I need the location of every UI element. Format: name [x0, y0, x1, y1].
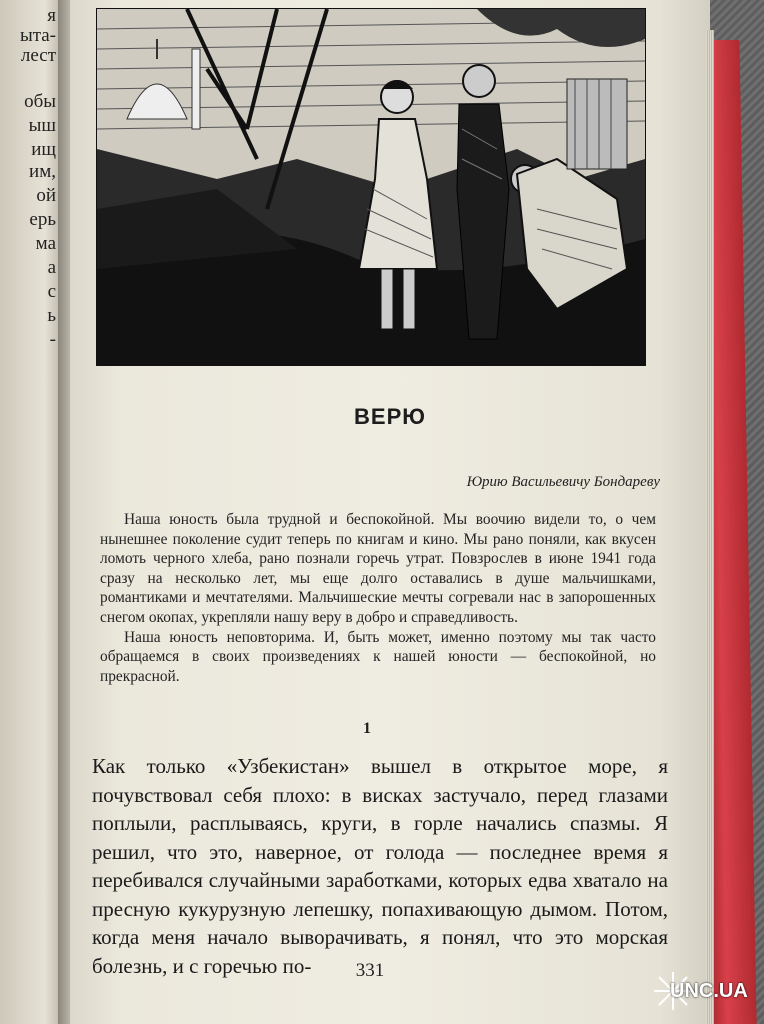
left-page-fragment: с	[47, 281, 56, 302]
left-page	[0, 0, 64, 1024]
left-page-fragment: ь	[47, 305, 56, 326]
page-number: 331	[355, 960, 385, 981]
left-page-fragment: а	[47, 257, 56, 278]
left-page-fragment: ищ	[31, 139, 56, 160]
page-edges	[706, 30, 714, 1024]
left-page-fragment: -	[49, 329, 56, 350]
left-page-fragment: обы	[24, 91, 56, 112]
left-page-fragment: я	[47, 5, 56, 26]
woodcut-illustration	[96, 8, 646, 366]
left-page-fragment: ерь	[29, 209, 56, 230]
body-paragraph: Как только «Узбекистан» вышел в открытое море, я почувствовал себя плохо: в висках застучало, перед глазами поплыли, расплываясь, круги, в горле начались спазмы. Я решил, что это, наверное, от голода — последнее время я перебивался случайными заработками, которых едва хватало на пресную кукурузную лепешку, попахивающую дымом. Потом, когда меня начало выворачивать, я понял, что это морская болезнь, и с горечью по-	[92, 754, 668, 978]
chapter-title: ВЕРЮ	[354, 404, 426, 429]
watermark	[650, 968, 760, 1016]
foreword-paragraph: Наша юность неповторима. И, быть может, именно поэтому мы так часто обращаемся в своих произведениях к нашей юности — беспокойной, но прекрасной.	[100, 628, 656, 685]
illustration-drawing	[97, 9, 645, 365]
left-page-fragment: ыш	[28, 115, 56, 136]
left-page-fragment: ма	[35, 233, 56, 254]
watermark-text: UNC.UA	[670, 980, 748, 1002]
left-page-fragment: им,	[29, 161, 56, 182]
left-page-fragment: лест	[20, 45, 56, 66]
left-page-fragment: ыта-	[19, 25, 56, 46]
foreword-paragraph: Наша юность была трудной и беспокойной. Мы воочию видели то, о чем нынешнее поколение судит теперь по книгам и кино. Мы рано поняли, как вкусен ломоть черного хлеба, рано познали горечь утрат. Повзрослев в июне 1941 года сразу на несколько лет, мы еще долго оставались в душе мальчишками, романтиками и мечтателями. Мальчишеские мечты согревали нас в запорошенных снегом окопах, укрепляли нашу веру в добро и справедливость.	[100, 511, 656, 626]
dedication: Юрию Васильевичу Бондареву	[466, 474, 660, 490]
foreword	[100, 510, 656, 686]
left-page-fragment: ой	[36, 185, 56, 206]
section-number: 1	[363, 720, 371, 737]
